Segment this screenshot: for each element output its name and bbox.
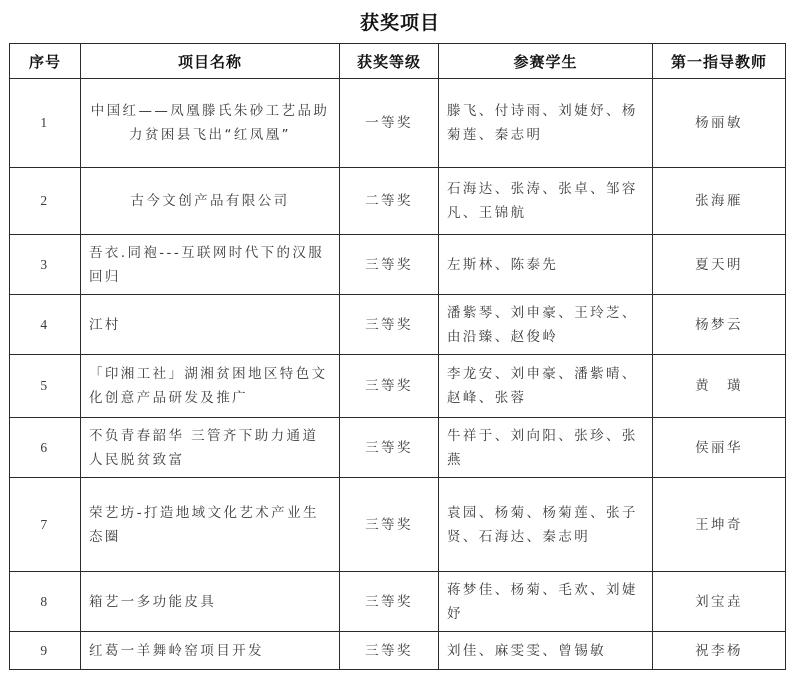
cell-lead-teacher: 黄 璜	[653, 355, 786, 418]
cell-lead-teacher: 祝李杨	[653, 632, 786, 670]
cell-award-level: 三等奖	[340, 478, 439, 572]
cell-students: 袁园、杨菊、杨菊莲、张子贤、石海达、秦志明	[439, 478, 653, 572]
cell-students: 蒋梦佳、杨菊、毛欢、刘婕妤	[439, 572, 653, 632]
cell-lead-teacher: 杨梦云	[653, 295, 786, 355]
cell-lead-teacher: 刘宝垚	[653, 572, 786, 632]
cell-award-level: 一等奖	[340, 79, 439, 168]
cell-project-name: 不负青春韶华 三管齐下助力通道人民脱贫致富	[81, 418, 340, 478]
cell-serial-number: 1	[10, 79, 81, 168]
cell-award-level: 三等奖	[340, 632, 439, 670]
header-lead-teacher: 第一指导教师	[653, 44, 786, 79]
cell-award-level: 二等奖	[340, 168, 439, 235]
table-row	[10, 572, 786, 632]
cell-students: 左斯林、陈泰先	[439, 235, 653, 295]
table-row	[10, 418, 786, 478]
table-row	[10, 79, 786, 168]
cell-project-name: 中国红——凤凰滕氏朱砂工艺品助力贫困县飞出“红凤凰”	[81, 79, 340, 168]
cell-project-name: 吾衣.同袍---互联网时代下的汉服回归	[81, 235, 340, 295]
cell-award-level: 三等奖	[340, 355, 439, 418]
cell-award-level: 三等奖	[340, 295, 439, 355]
cell-project-name: 荣艺坊-打造地域文化艺术产业生态圈	[81, 478, 340, 572]
cell-lead-teacher: 王坤奇	[653, 478, 786, 572]
cell-project-name: 红葛一羊舞岭窑项目开发	[81, 632, 340, 670]
cell-award-level: 三等奖	[340, 235, 439, 295]
cell-serial-number: 3	[10, 235, 81, 295]
cell-award-level: 三等奖	[340, 572, 439, 632]
cell-students: 潘紫琴、刘申豪、王玲芝、由沿臻、赵俊岭	[439, 295, 653, 355]
cell-serial-number: 6	[10, 418, 81, 478]
cell-project-name: 古今文创产品有限公司	[81, 168, 340, 235]
cell-students: 刘佳、麻雯雯、曾锡敏	[439, 632, 653, 670]
cell-lead-teacher: 杨丽敏	[653, 79, 786, 168]
cell-serial-number: 2	[10, 168, 81, 235]
header-project-name: 项目名称	[81, 44, 340, 79]
cell-serial-number: 4	[10, 295, 81, 355]
table-row	[10, 478, 786, 572]
cell-students: 牛祥于、刘向阳、张珍、张燕	[439, 418, 653, 478]
table-row	[10, 632, 786, 670]
table-row	[10, 355, 786, 418]
cell-students: 石海达、张涛、张卓、邹容凡、王锦航	[439, 168, 653, 235]
cell-students: 李龙安、刘申豪、潘紫晴、赵峰、张蓉	[439, 355, 653, 418]
cell-students: 滕飞、付诗雨、刘婕妤、杨菊莲、秦志明	[439, 79, 653, 168]
header-award-level: 获奖等级	[340, 44, 439, 79]
cell-lead-teacher: 张海雁	[653, 168, 786, 235]
table-row	[10, 168, 786, 235]
cell-lead-teacher: 侯丽华	[653, 418, 786, 478]
table-header-row	[10, 44, 786, 79]
cell-lead-teacher: 夏天明	[653, 235, 786, 295]
cell-serial-number: 7	[10, 478, 81, 572]
cell-project-name: 「印湘工社」湖湘贫困地区特色文化创意产品研发及推广	[81, 355, 340, 418]
awards-table	[9, 43, 786, 670]
table-row	[10, 295, 786, 355]
page-title: 获奖项目	[359, 12, 440, 34]
header-students: 参赛学生	[439, 44, 653, 79]
cell-project-name: 江村	[81, 295, 340, 355]
cell-project-name: 箱艺一多功能皮具	[81, 572, 340, 632]
cell-serial-number: 9	[10, 632, 81, 670]
table-row	[10, 235, 786, 295]
cell-award-level: 三等奖	[340, 418, 439, 478]
header-serial-number: 序号	[10, 44, 81, 79]
cell-serial-number: 5	[10, 355, 81, 418]
cell-serial-number: 8	[10, 572, 81, 632]
